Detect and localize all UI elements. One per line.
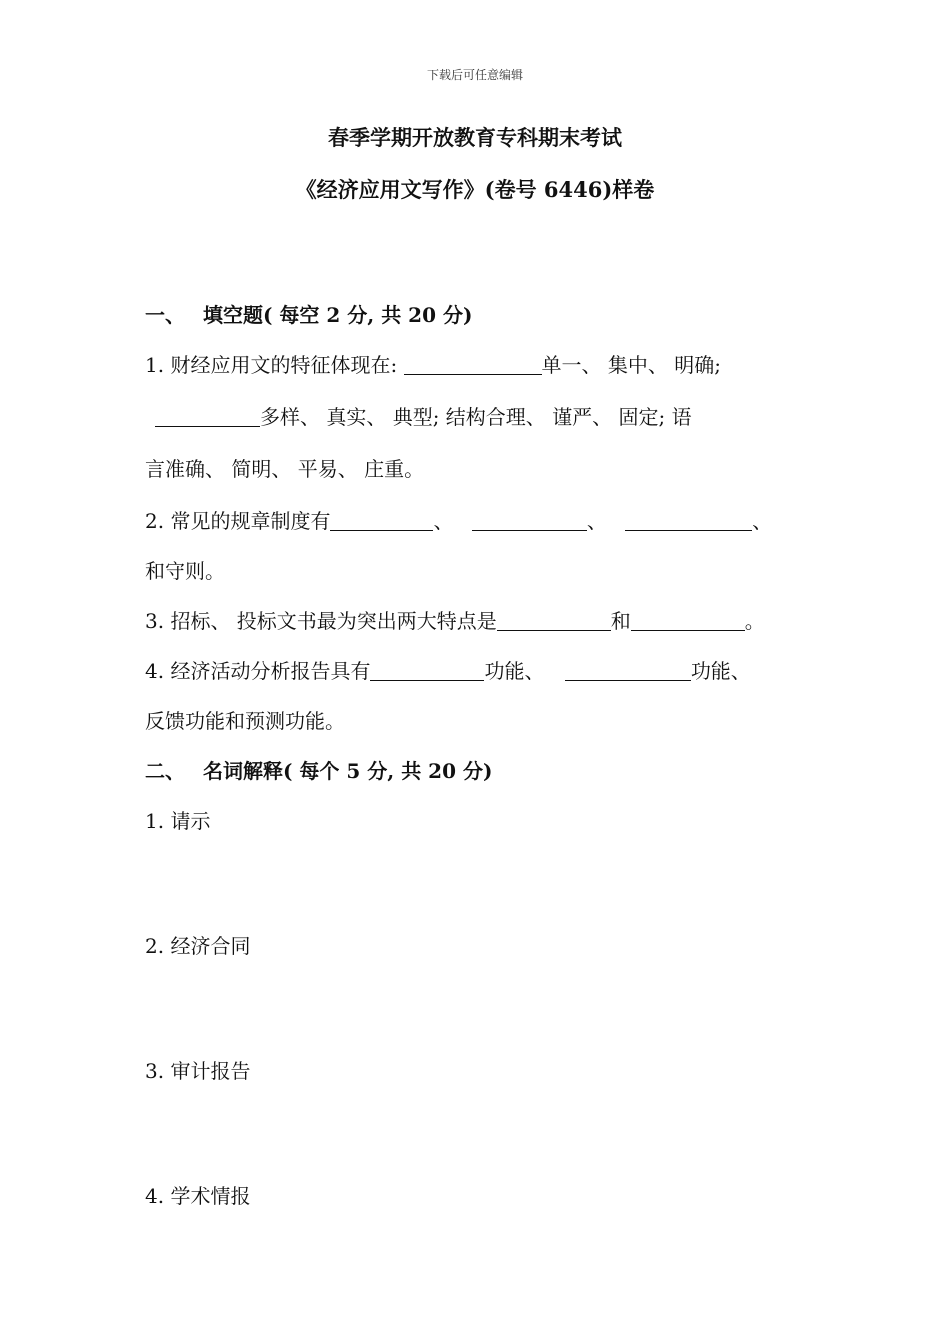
separator: 、 <box>752 509 773 533</box>
answer-blank[interactable] <box>472 510 587 531</box>
answer-blank[interactable] <box>404 354 542 375</box>
separator: 、 <box>586 509 607 533</box>
question-1-line-1 <box>145 349 721 378</box>
section-1-title: 填空题( 每空 2 分, 共 20 分) <box>203 303 473 327</box>
page-header-note: 下载后可任意编辑 <box>426 68 523 82</box>
separator: 、 <box>433 509 454 533</box>
answer-blank[interactable] <box>155 406 260 427</box>
section-1-heading <box>145 299 472 328</box>
question-1-text-c: 多样、 真实、 典型; 结构合理、 谨严、 固定; 语 <box>260 405 692 429</box>
answer-blank[interactable] <box>497 610 611 631</box>
question-1-text-a: 1. 财经应用文的特征体现在: <box>145 353 398 377</box>
question-4-text-b: 功能、 <box>484 659 545 683</box>
question-3-line <box>145 605 765 634</box>
term-item: 2. 经济合同 <box>145 934 251 958</box>
answer-blank[interactable] <box>631 610 745 631</box>
term-item: 3. 审计报告 <box>145 1059 251 1083</box>
question-3-text: 3. 招标、 投标文书最为突出两大特点是 <box>145 609 497 633</box>
answer-blank[interactable] <box>370 660 484 681</box>
section-2-number: 二、 <box>145 759 185 783</box>
section-2-title: 名词解释( 每个 5 分, 共 20 分) <box>203 759 493 783</box>
question-2-line-2: 和守则。 <box>145 559 225 583</box>
question-4-text-c: 功能、 <box>690 659 751 683</box>
question-2-line-1 <box>145 505 772 534</box>
question-3-end: 。 <box>744 609 765 633</box>
question-4-line-1 <box>145 655 751 684</box>
section-1-number: 一、 <box>145 303 185 327</box>
question-4-text-a: 4. 经济活动分析报告具有 <box>145 659 371 683</box>
answer-blank[interactable] <box>565 660 691 681</box>
answer-blank[interactable] <box>625 510 752 531</box>
term-item: 1. 请示 <box>145 809 211 833</box>
question-3-and: 和 <box>610 609 631 633</box>
exam-subtitle: 《经济应用文写作》(卷号 6446)样卷 <box>295 177 655 202</box>
term-item: 4. 学术情报 <box>145 1184 251 1208</box>
question-4-line-2: 反馈功能和预测功能。 <box>145 709 345 733</box>
question-2-text: 2. 常见的规章制度有 <box>145 509 331 533</box>
answer-blank[interactable] <box>330 510 433 531</box>
question-1-text-b: 单一、 集中、 明确; <box>541 353 721 377</box>
question-1-line-2 <box>145 401 692 430</box>
section-2-heading <box>145 755 492 784</box>
question-1-line-3: 言准确、 简明、 平易、 庄重。 <box>145 457 425 481</box>
exam-title: 春季学期开放教育专科期末考试 <box>328 125 622 150</box>
